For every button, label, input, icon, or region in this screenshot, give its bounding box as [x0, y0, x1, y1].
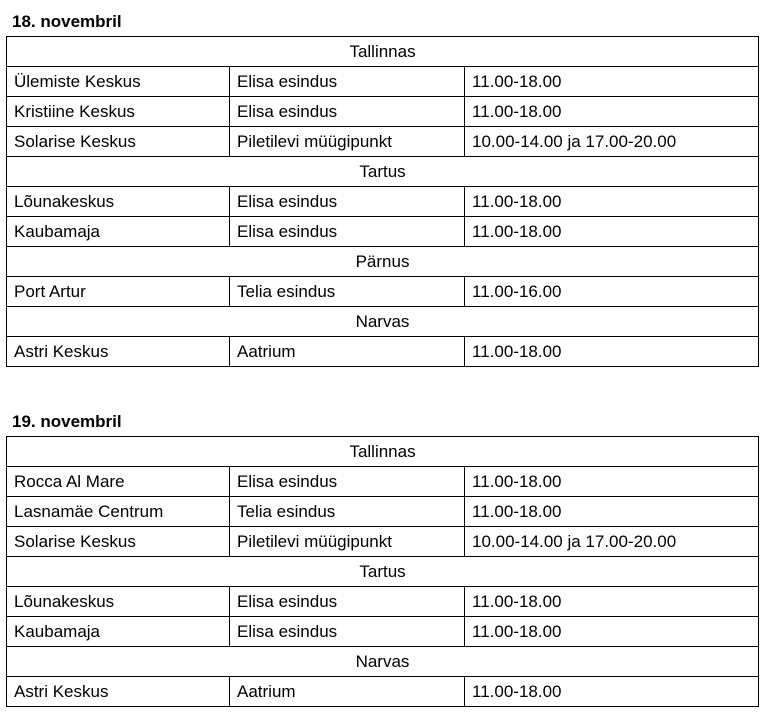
- city-header-row: [7, 37, 759, 67]
- location-cell: Kaubamaja: [7, 617, 230, 647]
- location-cell: Rocca Al Mare: [7, 467, 230, 497]
- schedule-table: [6, 36, 759, 367]
- hours-cell: 11.00-18.00: [465, 677, 759, 707]
- location-cell: Kristiine Keskus: [7, 97, 230, 127]
- hours-cell: 11.00-18.00: [465, 467, 759, 497]
- table-row: [7, 67, 759, 97]
- venue-cell: Elisa esindus: [230, 67, 465, 97]
- location-cell: Lõunakeskus: [7, 587, 230, 617]
- hours-cell: 11.00-18.00: [465, 217, 759, 247]
- section-date-heading: 19. novembril: [12, 412, 122, 431]
- table-row: [7, 527, 759, 557]
- hours-cell: 11.00-16.00: [465, 277, 759, 307]
- venue-cell: Aatrium: [230, 337, 465, 367]
- venue-cell: Elisa esindus: [230, 467, 465, 497]
- table-row: [7, 277, 759, 307]
- city-header-row: [7, 307, 759, 337]
- city-name: Tartus: [7, 557, 759, 587]
- schedule-section-nov-19: [6, 400, 758, 707]
- location-cell: Solarise Keskus: [7, 127, 230, 157]
- location-cell: Solarise Keskus: [7, 527, 230, 557]
- table-row: [7, 677, 759, 707]
- venue-cell: Elisa esindus: [230, 187, 465, 217]
- table-row: [7, 617, 759, 647]
- city-name: Tartus: [7, 157, 759, 187]
- hours-cell: 10.00-14.00 ja 17.00-20.00: [465, 527, 759, 557]
- table-row: [7, 497, 759, 527]
- hours-cell: 11.00-18.00: [465, 187, 759, 217]
- location-cell: Lasnamäe Centrum: [7, 497, 230, 527]
- schedule-section-nov-18: [6, 0, 758, 367]
- table-row: [7, 337, 759, 367]
- venue-cell: Telia esindus: [230, 277, 465, 307]
- city-name: Tallinnas: [7, 37, 759, 67]
- city-header-row: [7, 557, 759, 587]
- table-row: [7, 187, 759, 217]
- hours-cell: 11.00-18.00: [465, 67, 759, 97]
- city-header-row: [7, 647, 759, 677]
- location-cell: Lõunakeskus: [7, 187, 230, 217]
- schedule-table: [6, 436, 759, 707]
- table-row: [7, 467, 759, 497]
- city-header-row: [7, 247, 759, 277]
- table-row: [7, 217, 759, 247]
- venue-cell: Piletilevi müügipunkt: [230, 127, 465, 157]
- table-row: [7, 97, 759, 127]
- venue-cell: Elisa esindus: [230, 617, 465, 647]
- location-cell: Port Artur: [7, 277, 230, 307]
- venue-cell: Aatrium: [230, 677, 465, 707]
- venue-cell: Elisa esindus: [230, 587, 465, 617]
- city-name: Pärnus: [7, 247, 759, 277]
- section-date-heading: 18. novembril: [12, 12, 122, 31]
- venue-cell: Elisa esindus: [230, 217, 465, 247]
- location-cell: Astri Keskus: [7, 337, 230, 367]
- table-row: [7, 127, 759, 157]
- city-name: Narvas: [7, 307, 759, 337]
- city-header-row: [7, 157, 759, 187]
- hours-cell: 11.00-18.00: [465, 587, 759, 617]
- city-name: Tallinnas: [7, 437, 759, 467]
- city-name: Narvas: [7, 647, 759, 677]
- location-cell: Ülemiste Keskus: [7, 67, 230, 97]
- hours-cell: 11.00-18.00: [465, 497, 759, 527]
- city-header-row: [7, 437, 759, 467]
- hours-cell: 10.00-14.00 ja 17.00-20.00: [465, 127, 759, 157]
- table-row: [7, 587, 759, 617]
- venue-cell: Telia esindus: [230, 497, 465, 527]
- hours-cell: 11.00-18.00: [465, 337, 759, 367]
- hours-cell: 11.00-18.00: [465, 617, 759, 647]
- venue-cell: Piletilevi müügipunkt: [230, 527, 465, 557]
- location-cell: Astri Keskus: [7, 677, 230, 707]
- hours-cell: 11.00-18.00: [465, 97, 759, 127]
- venue-cell: Elisa esindus: [230, 97, 465, 127]
- location-cell: Kaubamaja: [7, 217, 230, 247]
